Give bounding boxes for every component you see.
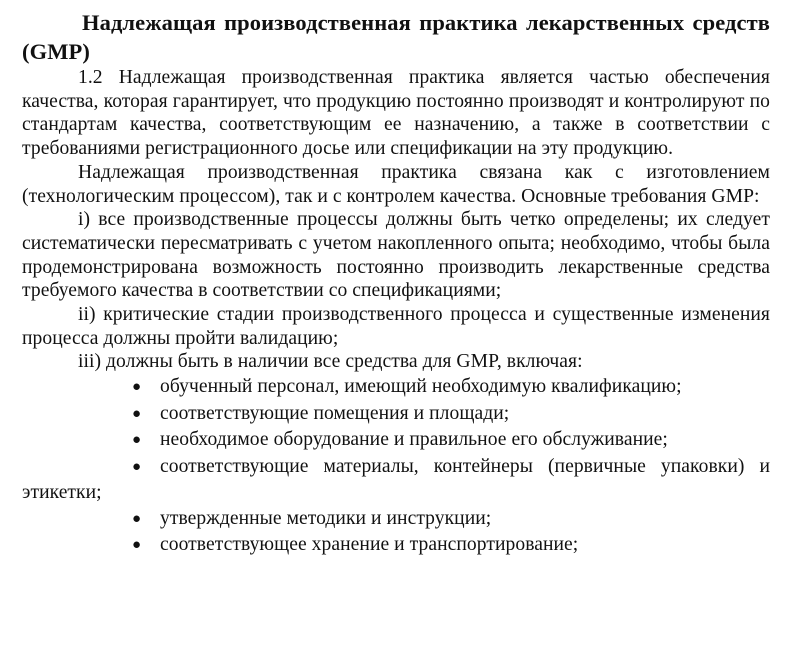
list-item-text: утвержденные методики и инструкции; bbox=[160, 507, 492, 529]
paragraph-gmp-requirements-intro: Надлежащая производственная практика связана как с изготовлением (технологическим процессом), так и с контролем качества. Основные требования GMP: bbox=[22, 161, 770, 207]
list-item-text: соответствующее хранение и транспортирование; bbox=[160, 534, 579, 556]
requirement-i: i) все производственные процессы должны быть четко определены; их следует систематически пересматривать с учетом накопленного опыта; необходимо, чтобы была продемонстрирована возможность постоянно производить лекарственные средства требуемого качества в соответствии со спецификациями; bbox=[22, 209, 770, 302]
list-item-text: обученный персонал, имеющий необходимую квалификацию; bbox=[160, 376, 682, 398]
list-item bbox=[22, 374, 770, 401]
list-item bbox=[22, 532, 770, 559]
paragraph-1-2 bbox=[22, 66, 770, 161]
paragraph-1-2-text: Надлежащая производственная практика является частью обеспечения качества, которая гарантирует, что продукцию постоянно производят и контролируют по стандартам качества, соответствующим ее назначению, а также в соответствии с требованиями регистрационного досье или спецификации на эту продукцию. bbox=[22, 67, 770, 160]
bullet-icon: ● bbox=[132, 458, 142, 475]
bullet-icon: ● bbox=[132, 379, 142, 396]
bullet-icon: ● bbox=[132, 510, 142, 527]
requirement-ii: ii) критические стадии производственного процесса и существенные изменения процесса должны пройти валидацию; bbox=[22, 304, 770, 349]
bullet-icon: ● bbox=[132, 432, 142, 449]
list-item-text: необходимое оборудование и правильное его обслуживание; bbox=[160, 429, 668, 451]
bullet-icon: ● bbox=[132, 537, 142, 554]
list-item bbox=[22, 427, 770, 454]
document-page bbox=[22, 8, 770, 559]
requirement-iii: iii) должны быть в наличии все средства для GMP, включая: bbox=[78, 351, 583, 373]
list-item-text: соответствующие помещения и площади; bbox=[160, 402, 510, 424]
list-item bbox=[22, 506, 770, 533]
list-item-text: соответствующие материалы, контейнеры (первичные упаковки) и этикетки; bbox=[22, 455, 770, 504]
bullet-icon: ● bbox=[132, 405, 142, 422]
gmp-means-list bbox=[22, 374, 770, 559]
paragraph-number: 1.2 bbox=[78, 67, 103, 88]
list-item bbox=[22, 401, 770, 428]
document-title: Надлежащая производственная практика лекарственных средств (GMP) bbox=[22, 10, 770, 64]
list-item bbox=[22, 454, 770, 506]
